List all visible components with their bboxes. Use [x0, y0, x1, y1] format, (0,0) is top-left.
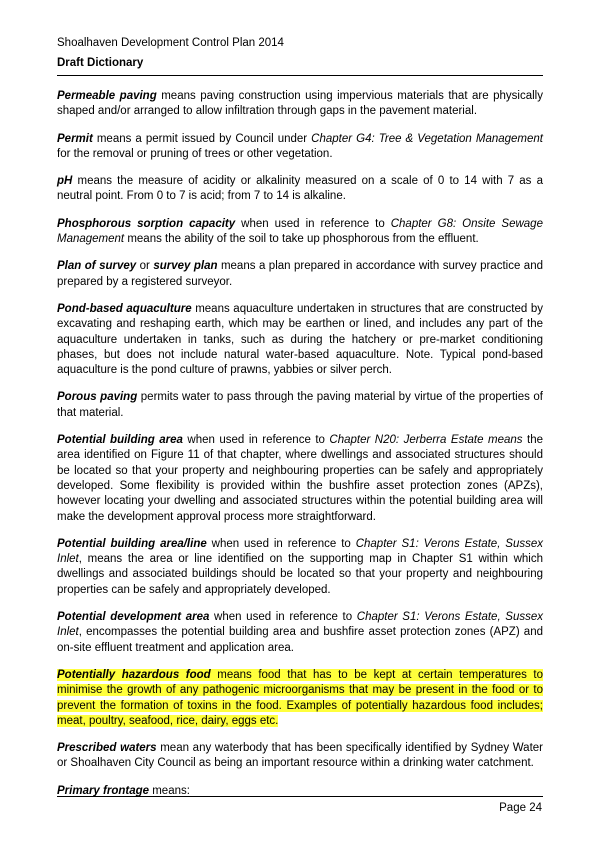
definition-potential-building-area	[57, 433, 543, 525]
definition-text: when used in reference to	[209, 611, 357, 624]
definition-text: means a permit issued by Council under	[92, 132, 312, 145]
definition-text: when used in reference to	[206, 537, 356, 550]
term: Potentially hazardous food	[57, 668, 211, 681]
definition-text: means the ability of the soil to take up phosphorous from the effluent.	[124, 233, 479, 246]
definition-ph	[57, 174, 543, 205]
definition-text: mean any waterbody that has been specifically identified by Sydney Water or Shoalhaven City Council as being an important resource within a drinking water catchment.	[57, 742, 543, 770]
term: Phosphorous sorption capacity	[57, 217, 236, 230]
term: Porous paving	[57, 391, 138, 404]
definition-text: means the measure of acidity or alkalinity measured on a scale of 0 to 14 with 7 as a neutral point. From 0 to 7 is acid; from 7 to 14 is alkaline.	[57, 175, 543, 203]
term: Potential development area	[57, 611, 210, 624]
definition-porous-paving	[57, 390, 543, 421]
term-alternate: survey plan	[153, 260, 218, 273]
definition-potential-building-area-line	[57, 537, 543, 598]
term: Potential building area	[57, 434, 183, 447]
definition-text: means aquaculture undertaken in structures that are constructed by excavating and reshaping earth, which may be earthen or lined, and includes any part of the aquaculture undertaken in tanks, such as during the hatchery or pre-market conditioning phases, but does not include natural water-based aquaculture. Note. Typical pond-based aquaculture is the pond culture of prawns, yabbies or silver perch.	[57, 302, 543, 377]
definition-text: when used in reference to	[182, 434, 330, 447]
definition-text: for the removal or pruning of trees or other vegetation.	[57, 147, 333, 160]
definition-plan-of-survey	[57, 259, 543, 290]
term: Pond-based aquaculture	[57, 302, 192, 315]
document-title: Shoalhaven Development Control Plan 2014	[57, 37, 284, 49]
definition-text: , means the area or line identified on the supporting map in Chapter S1 within which dwellings and associated buildings should be located so that your property and neighbouring properties can be safely and appropriately developed.	[57, 553, 543, 596]
term: Plan of survey	[57, 260, 137, 273]
term: Potential building area/line	[57, 537, 207, 550]
definition-potential-development-area	[57, 610, 543, 656]
chapter-reference: Chapter G4: Tree & Vegetation Management	[311, 132, 543, 145]
page-number: Page 24	[499, 802, 542, 814]
footer-rule	[57, 796, 543, 797]
definition-pond-based-aquaculture	[57, 302, 543, 378]
conjunction: or	[136, 260, 154, 273]
definition-potentially-hazardous-food	[57, 668, 543, 729]
definition-text: , encompasses the potential building area and bushfire asset protection zones (APZ) and on-site effluent treatment and application area.	[57, 626, 543, 654]
dictionary-body	[57, 89, 543, 811]
highlighted-text	[57, 669, 543, 727]
term: Permit	[57, 132, 93, 145]
term: pH	[57, 175, 73, 188]
definition-phosphorous-sorption-capacity	[57, 217, 543, 248]
definition-text: means paving construction using impervious materials that are physically shaped and/or arranged to allow infiltration through gaps in the pavement material.	[57, 90, 543, 118]
definition-permit	[57, 132, 543, 163]
term: Primary frontage	[57, 784, 150, 797]
header-rule	[57, 75, 543, 76]
definition-text: means a plan prepared in accordance with survey practice and prepared by a registered surveyor.	[57, 260, 543, 288]
definition-text: when used in reference to	[235, 217, 391, 230]
definition-text: means:	[149, 784, 190, 797]
definition-text: the area identified on Figure 11 of that chapter, where dwellings and associated structures should be located so that your property and neighbouring properties can be safely and appropriately developed. Some flexibility is provided within the bushfire asset protection zones (APZs), however locating your dwelling and associated structures within the potential building area will make the development approval process more straightforward.	[57, 434, 543, 523]
chapter-reference: Chapter N20: Jerberra Estate means	[329, 434, 523, 447]
definition-text: means food that has to be kept at certain temperatures to minimise the growth of any pathogenic microorganisms that may be present in the food or to prevent the formation of toxins in the food. Examples of potentially hazardous food includes; meat, poultry, seafood, rice, dairy, eggs etc.	[57, 668, 543, 727]
definition-prescribed-waters	[57, 741, 543, 772]
chapter-reference: Chapter S1: Verons Estate, Sussex Inlet	[57, 537, 543, 566]
chapter-reference: Chapter G8: Onsite Sewage Management	[57, 217, 543, 246]
definition-permeable-paving	[57, 89, 543, 120]
chapter-reference: Chapter S1: Verons Estate, Sussex Inlet	[57, 611, 543, 639]
term: Permeable paving	[57, 90, 157, 102]
page-header	[57, 36, 543, 70]
term: Prescribed waters	[57, 742, 157, 755]
section-title: Draft Dictionary	[57, 57, 144, 69]
definition-text: permits water to pass through the paving material by virtue of the properties of that material.	[57, 391, 543, 419]
